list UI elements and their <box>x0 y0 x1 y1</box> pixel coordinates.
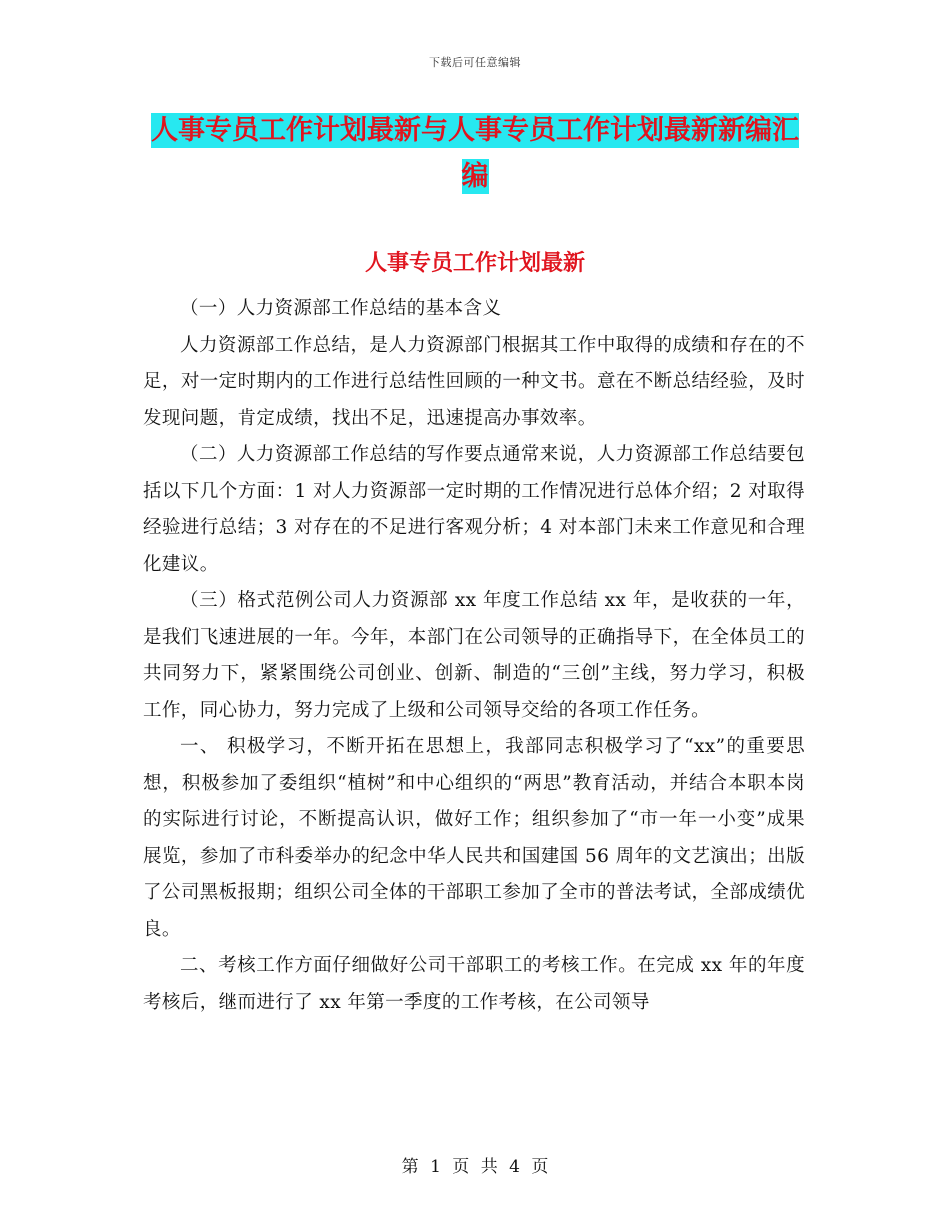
document-body <box>143 291 805 1021</box>
paragraph-1: （一）人力资源部工作总结的基本含义 <box>180 298 502 319</box>
document-title-text: 人事专员工作计划最新与人事专员工作计划最新新编汇编 <box>151 115 799 192</box>
header-note: 下载后可任意编辑 <box>429 56 521 69</box>
paragraph-4: （三）格式范例公司人力资源部 xx 年度工作总结 xx 年，是收获的一年，是我们飞速进展的一年。今年，本部门在公司领导的正确指导下，在全体员工的共同努力下，紧紧围绕公司创业、创新、制造的“三创”主线，努力学习，积极工作，同心协力，努力完成了上级和公司领导交给的各项工作任务。 <box>143 590 805 721</box>
paragraph-3: （二）人力资源部工作总结的写作要点通常来说，人力资源部工作总结要包括以下几个方面：1 对人力资源部一定时期的工作情况进行总体介绍；2 对取得经验进行总结；3 对存在的不足进行客观分析；4 对本部门未来工作意见和合理化建议。 <box>143 444 805 575</box>
paragraph-6: 二、考核工作方面仔细做好公司干部职工的考核工作。在完成 xx 年的年度考核后，继而进行了 xx 年第一季度的工作考核，在公司领导 <box>143 955 805 1013</box>
section-title: 人事专员工作计划最新 <box>364 251 585 276</box>
page-footer: 第 1 页 共 4 页 <box>401 1157 549 1177</box>
document-title <box>150 108 800 200</box>
paragraph-2: 人力资源部工作总结，是人力资源部门根据其工作中取得的成绩和存在的不足，对一定时期内的工作进行总结性回顾的一种文书。意在不断总结经验，及时发现问题，肯定成绩，找出不足，迅速提高办事效率。 <box>143 334 805 429</box>
paragraph-5: 一、 积极学习，不断开拓在思想上，我部同志积极学习了“xx”的重要思想，积极参加了委组织“植树”和中心组织的“两思”教育活动，并结合本职本岗的实际进行讨论，不断提高认识，做好工作；组织参加了“市一年一小变”成果展览，参加了市科委举办的纪念中华人民共和国建国 56 周年的文艺演出；出版了公司黑板报期；组织公司全体的干部职工参加了全市的普法考试，全部成绩优良。 <box>143 736 805 940</box>
